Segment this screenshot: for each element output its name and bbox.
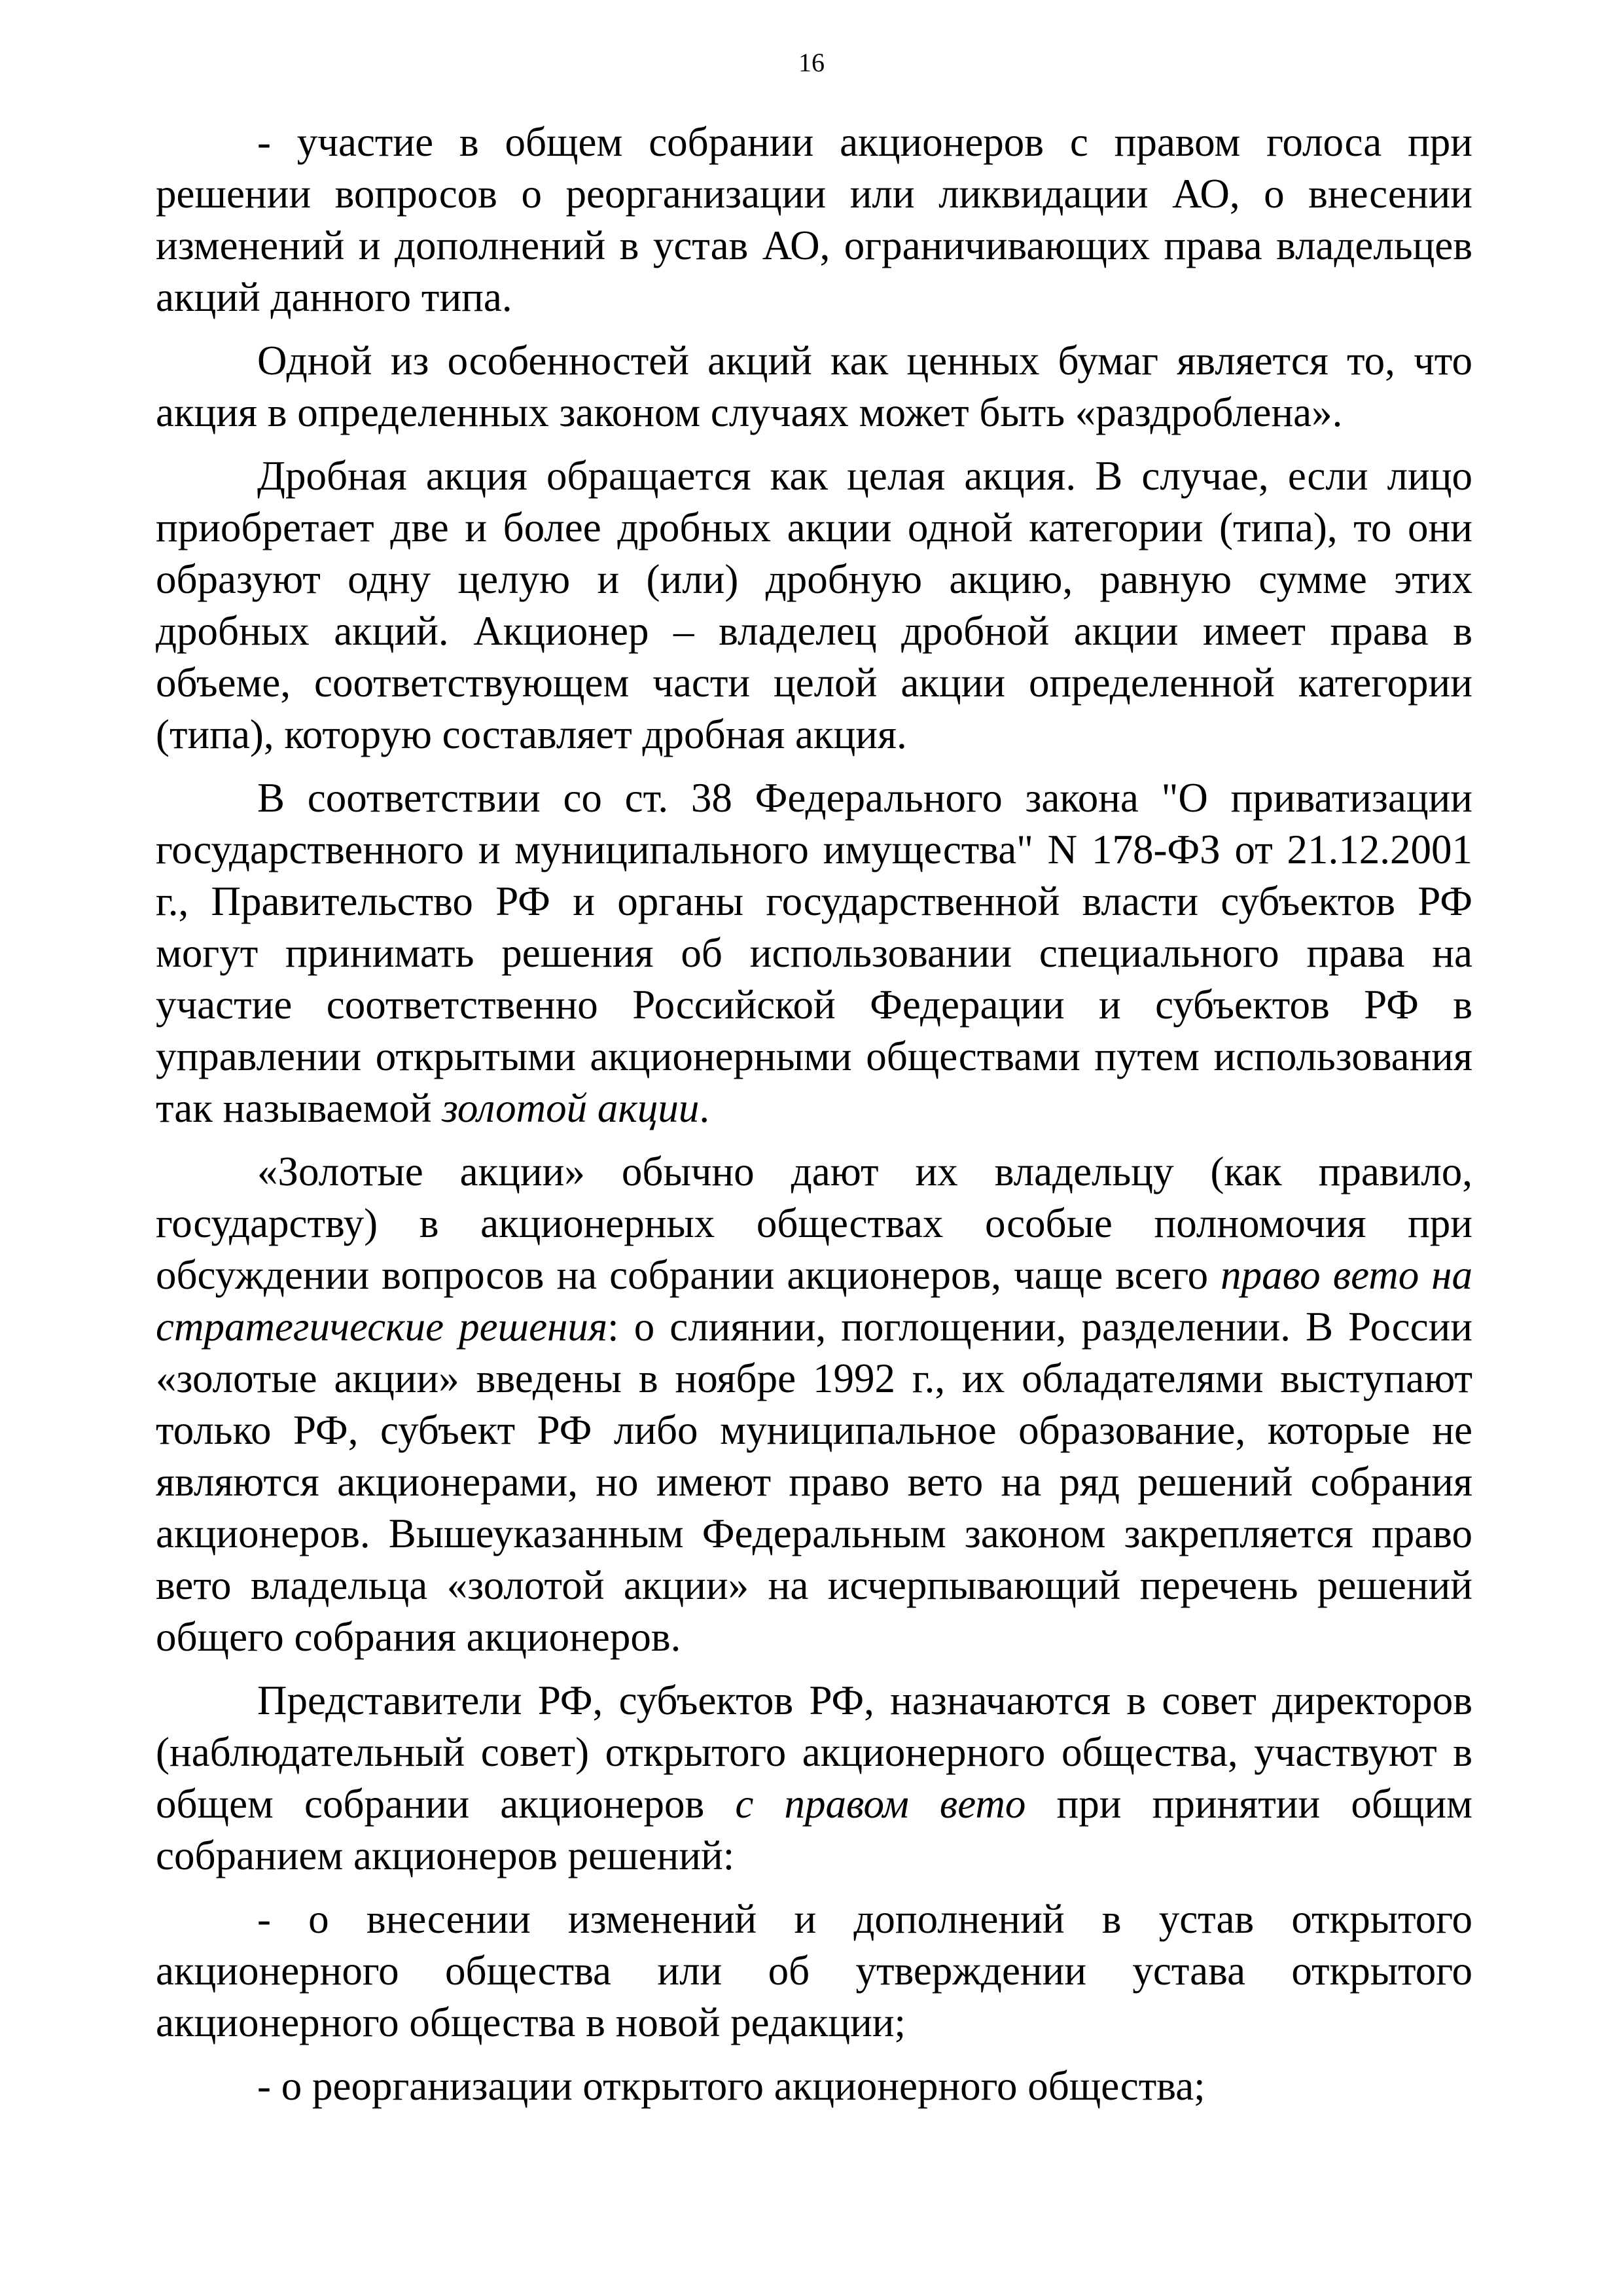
golden-shares-text-end: : о слиянии, поглощении, разделении. В России «золотые акции» введены в ноябре 1992 г., их обладателями выступают только РФ, субъект РФ либо муниципальное образование, которые не являются акционерами, но имеют право вето на ряд решений собрания акционеров. Вышеуказанным Федеральным законом закрепляется право вето владельца «золотой акции» на исчерпывающий перечень решений общего собрания акционеров. bbox=[156, 1304, 1472, 1660]
paragraph-golden-shares bbox=[156, 1146, 1472, 1663]
page-number: 16 bbox=[798, 48, 825, 77]
representatives-text-end: при принятии общим собранием акционеров решений: bbox=[156, 1781, 1472, 1878]
paragraph-representatives bbox=[156, 1675, 1472, 1882]
golden-share-term: золотой акции bbox=[442, 1085, 700, 1131]
paragraph-privatization-law bbox=[156, 772, 1472, 1134]
document-body bbox=[156, 117, 1472, 2112]
paragraph-voting-rights: - участие в общем собрании акционеров с правом голоса при решении вопросов о реорганизации или ликвидации АО, о внесении изменений и дополнений в устав АО, ограничивающих права владельцев акций данного типа. bbox=[156, 119, 1472, 320]
paragraph-fractional-share: Дробная акция обращается как целая акция. В случае, если лицо приобретает две и более дробных акции одной категории (типа), то они образуют одну целую и (или) дробную акцию, равную сумме этих дробных акций. Акционер – владелец дробной акции имеет права в объеме, соответствующем части целой акции определенной категории (типа), которую составляет дробная акция. bbox=[156, 453, 1472, 757]
golden-shares-text-start: «Золотые акции» обычно дают их владельцу (как правило, государству) в акционерных обществах особые полномочия при обсуждении вопросов на собрании акционеров, чаще всего bbox=[156, 1149, 1472, 1298]
privatization-law-end: . bbox=[699, 1085, 710, 1131]
representatives-text-start: Представители РФ, субъектов РФ, назначаются в совет директоров (наблюдательный совет) открытого акционерного общества, участвуют в общем собрании акционеров bbox=[156, 1677, 1472, 1827]
paragraph-fractional-share-intro: Одной из особенностей акций как ценных бумаг является то, что акция в определенных законом случаях может быть «раздроблена». bbox=[156, 338, 1472, 435]
privatization-law-text: В соответствии со ст. 38 Федерального закона "О приватизации государственного и муниципального имущества" N 178-ФЗ от 21.12.2001 г., Правительство РФ и органы государственной власти субъектов РФ могут принимать решения об использовании специального права на участие соответственно Российской Федерации и субъектов РФ в управлении открытыми акционерными обществами путем использования так называемой bbox=[156, 775, 1472, 1131]
list-item-reorganization: - о реорганизации открытого акционерного общества; bbox=[257, 2063, 1205, 2109]
veto-right-term: право вето на стратегические решения bbox=[156, 1252, 1473, 1350]
with-veto-term: с правом вето bbox=[735, 1781, 1026, 1827]
list-item-charter-changes: - о внесении изменений и дополнений в устав открытого акционерного общества или об утверждении устава открытого акционерного общества в новой редакции; bbox=[156, 1896, 1472, 2045]
